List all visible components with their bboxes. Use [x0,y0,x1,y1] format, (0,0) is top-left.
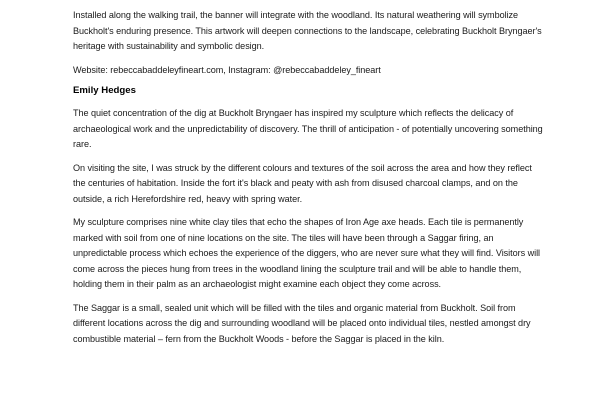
artist-heading: Emily Hedges [73,85,136,96]
body-paragraph-1: The quiet concentration of the dig at Buckholt Bryngaer has inspired my sculpture which reflects the delicacy of archaeological work and the unpredictability of discovery. The thrill of anticipation - of potentially uncovering something rare. [73,108,543,149]
intro-paragraph: Installed along the walking trail, the banner will integrate with the woodland. Its natural weathering will symbolize Buckholt's enduring presence. This artwork will deepen connections to the landscape, celebrating Buckholt Bryngaer's heritage with sustainability and symbolic design. [73,10,542,51]
body-paragraph-4: The Saggar is a small, sealed unit which will be filled with the tiles and organic material from Buckholt. Soil from different locations across the dig and surrounding woodland will be placed onto individual tiles, nestled amongst dry combustible material – fern from the Buckholt Woods - before the Saggar is placed in the kiln. [73,302,531,344]
body-paragraph-2: On visiting the site, I was struck by the different colours and textures of the soil across the area and how they reflect the centuries of habitation. Inside the fort it's black and peaty with ash from disused charcoal clamps, and on the outside, a rich Herefordshire red, heavy with spring water. [73,162,532,204]
document-page [73,8,543,355]
website-line: Website: rebeccabaddeleyfineart.com, Instagram: @rebeccabaddeley_fineart [73,64,381,75]
body-paragraph-3: My sculpture comprises nine white clay tiles that echo the shapes of Iron Age axe heads. Each tile is permanently marked with soil from one of nine locations on the site. The tiles will have been through a Saggar firing, an unpredictable process which echoes the experience of the diggers, who are never sure what they will find. Visitors will come across the pieces hung from trees in the woodland lining the sculpture trail and will be able to handle them, holding them in their palm as an archaeologist might examine each object they come across. [73,217,541,289]
